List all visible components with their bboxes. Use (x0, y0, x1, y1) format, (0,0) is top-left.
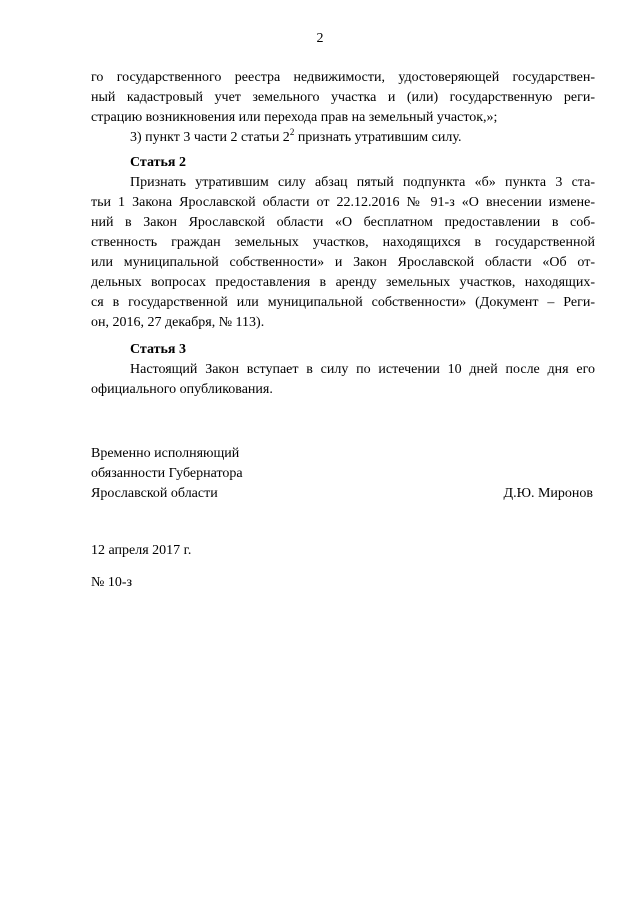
item-3-paragraph (130, 128, 595, 148)
text-line: Настоящий Закон вступает в силу по истечении 10 дней после дня его (130, 362, 595, 377)
text-line: го государственного реестра недвижимости, удостоверяющей государствен- (91, 70, 595, 85)
text-line: ный кадастровый учет земельного участка и (или) государственную реги- (91, 90, 595, 105)
item-3-superscript: 2 (289, 127, 295, 137)
signing-date: 12 апреля 2017 г. (91, 543, 192, 558)
text-line: или муниципальной собственности» и Закон Ярославской области «Об от- (91, 255, 595, 270)
text-line: ся в государственной или муниципальной собственности» (Документ – Реги- (91, 295, 595, 310)
item-3-suffix: признать утратившим силу. (294, 130, 462, 145)
law-number: № 10-з (91, 575, 133, 590)
text-line: тьи 1 Закона Ярославской области от 22.12.2016 № 91-з «О внесении измене- (91, 195, 595, 210)
item-3-prefix: 3) пункт 3 части 2 статьи 2 (130, 130, 290, 145)
signatory-title-line: обязанности Губернатора (91, 466, 243, 481)
text-line: официального опубликования. (91, 382, 273, 397)
text-line: он, 2016, 27 декабря, № 113). (91, 315, 265, 330)
article-2-heading: Статья 2 (130, 155, 186, 170)
signatory-title-line: Временно исполняющий (91, 446, 240, 461)
text-line: ственность граждан земельных участков, находящихся в государственной (91, 235, 595, 250)
page-number: 2 (316, 31, 324, 46)
signatory-title-line: Ярославской области (91, 486, 218, 501)
text-line: страцию возникновения или перехода прав на земельный участок,»; (91, 110, 498, 125)
article-3-heading: Статья 3 (130, 342, 186, 357)
signatory-name: Д.Ю. Миронов (503, 486, 593, 501)
text-line: ний в Закон Ярославской области «О бесплатном предоставлении в соб- (91, 215, 595, 230)
text-line: Признать утратившим силу абзац пятый подпункта «б» пункта 3 ста- (130, 175, 595, 190)
text-line: дельных вопросах предоставления в аренду земельных участков, находящих- (91, 275, 595, 290)
